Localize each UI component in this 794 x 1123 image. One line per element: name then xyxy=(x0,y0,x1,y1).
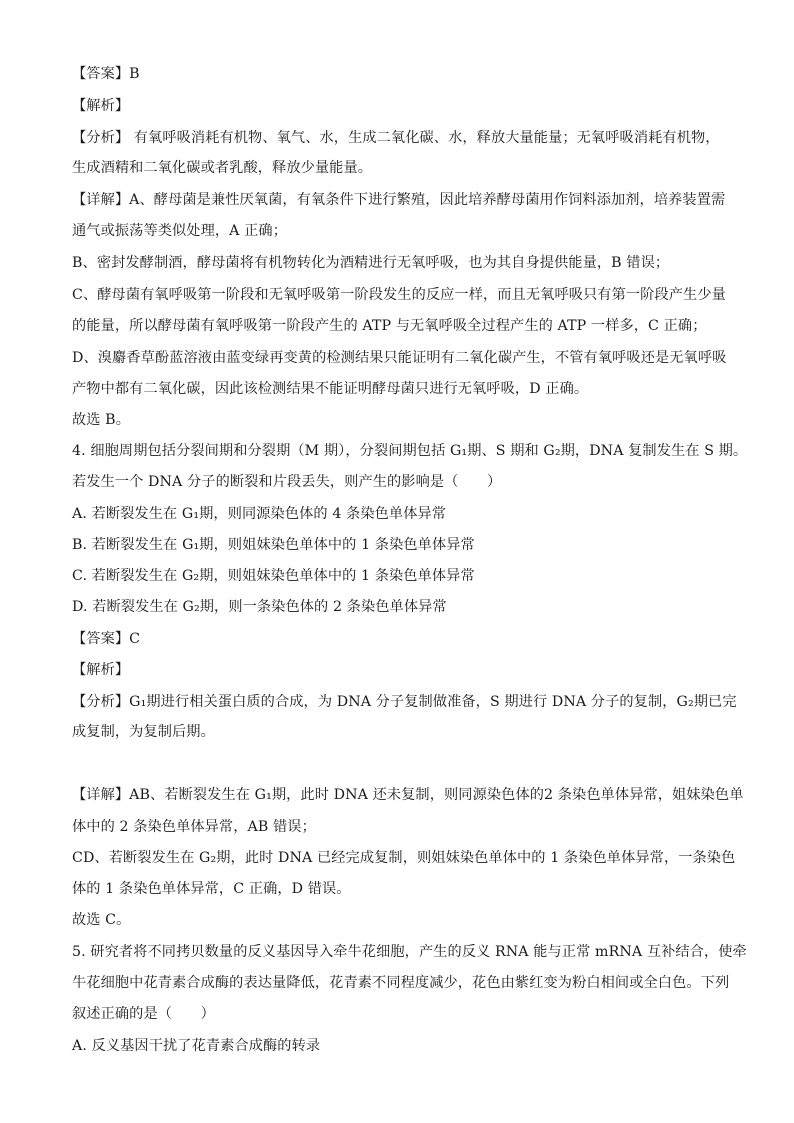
detail-text-line: 【详解】AB、若断裂发生在 G₁期，此时 DNA 还未复制，则同源染色体的2 条染色单体异常，姐妹染色单 xyxy=(72,787,744,803)
question-4-stem: 若发生一个 DNA 分子的断裂和片段丢失，则产生的影响是（ ） xyxy=(72,474,502,490)
detail-text-line: B、密封发酵制酒，酵母菌将有机物转化为酒精进行无氧呼吸，也为其自身提供能量，B 错误； xyxy=(72,255,670,271)
detail-text-line: 体中的 2 条染色单体异常，AB 错误； xyxy=(72,819,316,835)
analysis-text-line: 【分析】G₁期进行相关蛋白质的合成，为 DNA 分子复制做准备，S 期进行 DNA 分子的复制，G₂期已完 xyxy=(72,694,737,710)
detail-text-line: 通气或振荡等类似处理，A 正确； xyxy=(72,223,287,239)
detail-text-line: D、溴麝香草酚蓝溶液由蓝变绿再变黄的检测结果只能证明有二氧化碳产生，不管有氧呼吸还是无氧呼吸 xyxy=(72,350,727,366)
answer-label-q3: 【答案】B xyxy=(72,66,140,82)
analysis-heading-q4: 【解析】 xyxy=(72,662,130,678)
question-5-stem: 5. 研究者将不同拷贝数量的反义基因导入牵牛花细胞，产生的反义 RNA 能与正常 mRNA 互补结合，使牵 xyxy=(72,944,747,960)
analysis-text-line: 【分析】 有氧呼吸消耗有机物、氧气、水，生成二氧化碳、水，释放大量能量；无氧呼吸消耗有机物， xyxy=(72,130,720,146)
conclusion-line: 故选 C。 xyxy=(72,912,131,928)
answer-label-q4: 【答案】C xyxy=(72,631,141,647)
question-4-option-d: D. 若断裂发生在 G₂期，则一条染色体的 2 条染色单体异常 xyxy=(72,599,447,615)
analysis-heading-q3: 【解析】 xyxy=(72,98,130,114)
detail-text-line: CD、若断裂发生在 G₂期，此时 DNA 已经完成复制，则姐妹染色单体中的 1 条染色单体异常，一条染色 xyxy=(72,850,736,866)
detail-text-line: 的能量，所以酵母菌有氧呼吸第一阶段产生的 ATP 与无氧呼吸全过程产生的 ATP 一样多，C 正确； xyxy=(72,318,707,334)
detail-text-line: 体的 1 条染色单体异常，C 正确，D 错误。 xyxy=(72,881,351,897)
question-5-option-a: A. 反义基因干扰了花青素合成酶的转录 xyxy=(72,1038,321,1054)
question-5-stem: 叙述正确的是（ ） xyxy=(72,1006,215,1022)
question-4-option-a: A. 若断裂发生在 G₁期，则同源染色体的 4 条染色单体异常 xyxy=(72,506,447,522)
analysis-text-line: 生成酒精和二氧化碳或者乳酸，释放少量能量。 xyxy=(72,160,373,176)
conclusion-line: 故选 B。 xyxy=(72,412,130,428)
question-4-option-c: C. 若断裂发生在 G₂期，则姐妹染色单体中的 1 条染色单体异常 xyxy=(72,568,475,584)
analysis-text-line: 成复制，为复制后期。 xyxy=(72,724,215,740)
question-4-option-b: B. 若断裂发生在 G₁期，则姐妹染色单体中的 1 条染色单体异常 xyxy=(72,537,475,553)
question-4-stem: 4. 细胞周期包括分裂间期和分裂期（M 期），分裂间期包括 G₁期、S 期和 G₂期，DNA 复制发生在 S 期。 xyxy=(72,443,748,459)
question-5-stem: 牛花细胞中花青素合成酶的表达量降低，花青素不同程度减少，花色由紫红变为粉白相间或全白色。下列 xyxy=(72,975,730,991)
detail-text-line: 【详解】A、酵母菌是兼性厌氧菌，有氧条件下进行繁殖，因此培养酵母菌用作饲料添加剂，培养装置需 xyxy=(72,192,726,208)
detail-text-line: C、酵母菌有氧呼吸第一阶段和无氧呼吸第一阶段发生的反应一样，而且无氧呼吸只有第一阶段产生少量 xyxy=(72,287,726,303)
detail-text-line: 产物中都有二氧化碳，因此该检测结果不能证明酵母菌只进行无氧呼吸，D 正确。 xyxy=(72,381,589,397)
